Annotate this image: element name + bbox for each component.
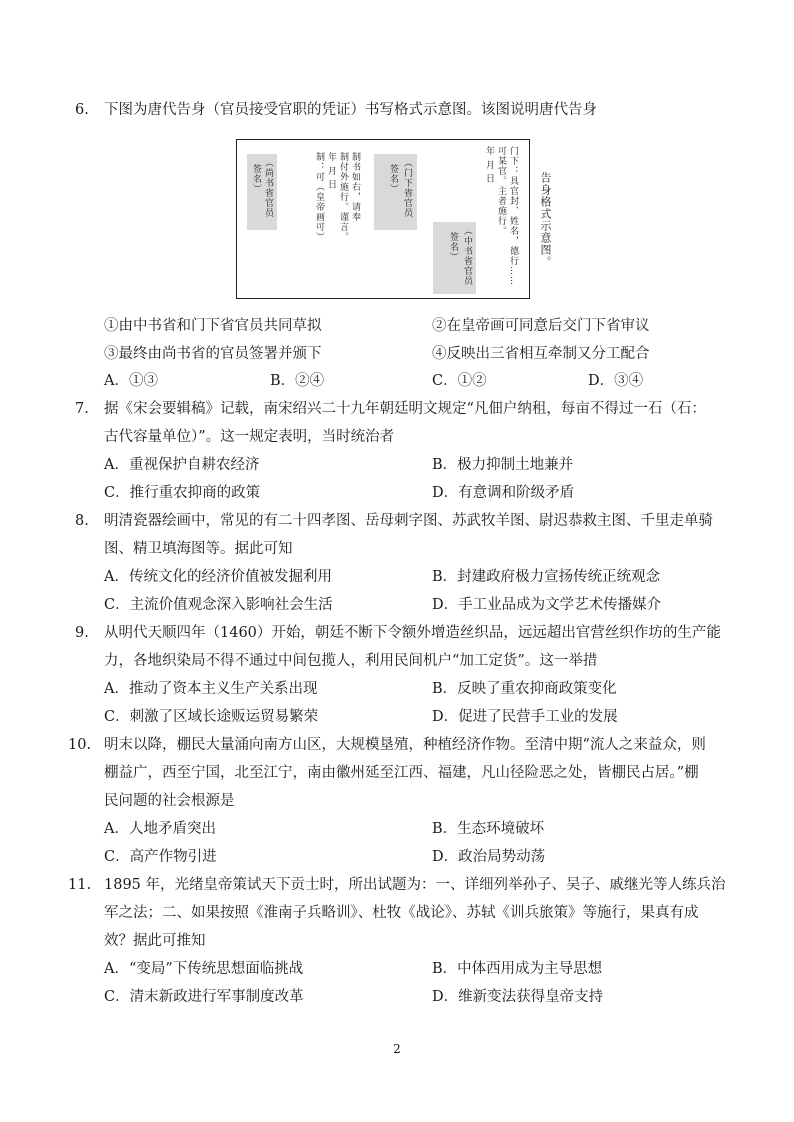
question-8-line-1: 明清瓷器绘画中，常见的有二十四孝图、岳母刺字图、苏武牧羊图、尉迟恭救主图、千里走单骑 bbox=[104, 513, 713, 529]
figure-column-e: 门下：具官封、姓名，德行…… bbox=[508, 146, 518, 286]
q9-option-a: A．推动了资本主义生产关系出现 bbox=[104, 681, 318, 697]
q9-option-d: D．促进了民营手工业的发展 bbox=[432, 709, 618, 725]
figure-column-g: 年 月 日 bbox=[484, 146, 494, 184]
question-7-line-1: 据《宋会要辑稿》记载，南宋绍兴二十九年朝廷明文规定“凡佃户纳租，每亩不得过一石（石： bbox=[104, 401, 706, 417]
q11-option-b: B．中体西用成为主导思想 bbox=[432, 961, 603, 977]
q8-option-a: A．传统文化的经济价值被发掘利用 bbox=[104, 569, 332, 585]
question-8-number: 8. bbox=[75, 513, 89, 529]
q6-option-d: D．③④ bbox=[588, 373, 644, 389]
zhongshu-sign-label: （中书省官员 bbox=[462, 226, 472, 286]
shangshu-sign-label: （尚书省官员 bbox=[263, 158, 273, 218]
q6-statement-4: ④反映出三省相互牵制又分工配合 bbox=[432, 346, 650, 362]
q7-option-a: A．重视保护自耕农经济 bbox=[104, 457, 260, 473]
q8-option-d: D．手工业品成为文学艺术传播媒介 bbox=[432, 597, 662, 613]
question-9-line-1: 从明代天顺四年（1460）开始，朝廷不断下令额外增造丝织品，远远超出官营丝织作坊的生产能 bbox=[104, 625, 721, 641]
figure-column-f: 可某官。主者施行。 bbox=[496, 146, 506, 236]
q10-option-a: A．人地矛盾突出 bbox=[104, 821, 216, 837]
question-7-line-2: 古代容量单位）”。这一规定表明，当时统治者 bbox=[104, 429, 395, 445]
question-10-line-3: 民问题的社会根源是 bbox=[104, 793, 235, 809]
page-number: 2 bbox=[393, 1042, 401, 1056]
figure-column-d: 制：可（皇帝画可） bbox=[314, 152, 324, 242]
menxia-sign-label: （门下省官员 bbox=[402, 158, 412, 218]
q6-statement-2: ②在皇帝画可同意后交门下省审议 bbox=[432, 318, 650, 334]
figure-column-c: 年 月 日 bbox=[326, 152, 336, 190]
question-9-line-2: 力，各地织染局不得不通过中间包揽人，利用民间机户“加工定货”。这一举措 bbox=[104, 653, 598, 669]
figure-column-b: 制付外施行。谨言。 bbox=[338, 152, 348, 242]
gaoshen-format-figure bbox=[236, 139, 530, 299]
menxia-sign-label-2: 签名） bbox=[388, 164, 398, 194]
question-10-line-2: 棚益广，西至宁国，北至江宁，南由徽州延至江西、福建，凡山径险恶之处，皆棚民占居。”棚 bbox=[104, 765, 699, 781]
q8-option-b: B．封建政府极力宣扬传统正统观念 bbox=[432, 569, 661, 585]
q9-option-c: C．刺激了区域长途贩运贸易繁荣 bbox=[104, 709, 319, 725]
q6-statement-1: ①由中书省和门下省官员共同草拟 bbox=[104, 318, 322, 334]
q6-option-c: C．①② bbox=[432, 373, 487, 389]
q7-option-d: D．有意调和阶级矛盾 bbox=[432, 485, 575, 501]
figure-column-a: 制书如右，请奉 bbox=[350, 152, 360, 222]
question-11-line-3: 效？据此可推知 bbox=[104, 933, 206, 949]
q6-statement-3: ③最终由尚书省的官员签署并颁下 bbox=[104, 346, 322, 362]
q6-option-b: B．②④ bbox=[270, 373, 325, 389]
question-6-stem: 下图为唐代告身（官员接受官职的凭证）书写格式示意图。该图说明唐代告身 bbox=[104, 102, 597, 118]
q11-option-a: A．“变局”下传统思想面临挑战 bbox=[104, 961, 304, 977]
q11-option-d: D．维新变法获得皇帝支持 bbox=[432, 989, 604, 1005]
question-8-line-2: 图、精卫填海图等。据此可知 bbox=[104, 541, 293, 557]
question-6-number: 6. bbox=[75, 102, 89, 118]
question-11-line-1: 1895 年，光绪皇帝策试天下贡士时，所出试题为：一、详细列举孙子、吴子、戚继光等人练兵治 bbox=[104, 877, 726, 893]
question-10-line-1: 明末以降，棚民大量涌向南方山区，大规模垦殖，种植经济作物。至清中期“流人之来益众，则 bbox=[104, 737, 706, 753]
question-9-number: 9. bbox=[75, 625, 89, 641]
q10-option-c: C．高产作物引进 bbox=[104, 849, 217, 865]
q9-option-b: B．反映了重农抑商政策变化 bbox=[432, 681, 617, 697]
q8-option-c: C．主流价值观念深入影响社会生活 bbox=[104, 597, 333, 613]
shangshu-sign-label-2: 签名） bbox=[251, 164, 261, 194]
q7-option-b: B．极力抑制土地兼并 bbox=[432, 457, 574, 473]
q10-option-b: B．生态环境破坏 bbox=[432, 821, 545, 837]
question-10-number: 10. bbox=[68, 737, 92, 753]
question-7-number: 7. bbox=[75, 401, 89, 417]
q11-option-c: C．清末新政进行军事制度改革 bbox=[104, 989, 304, 1005]
zhongshu-sign-label-2: 签名） bbox=[448, 232, 458, 262]
figure-caption: 告身格式示意图。 bbox=[539, 172, 552, 268]
q10-option-d: D．政治局势动荡 bbox=[432, 849, 546, 865]
question-11-line-2: 军之法；二、如果按照《淮南子兵略训》、杜牧《战论》、苏轼《训兵旅策》等施行，果真有成 bbox=[104, 905, 699, 921]
question-11-number: 11. bbox=[68, 877, 92, 893]
q7-option-c: C．推行重农抑商的政策 bbox=[104, 485, 261, 501]
q6-option-a: A．①③ bbox=[104, 373, 158, 389]
